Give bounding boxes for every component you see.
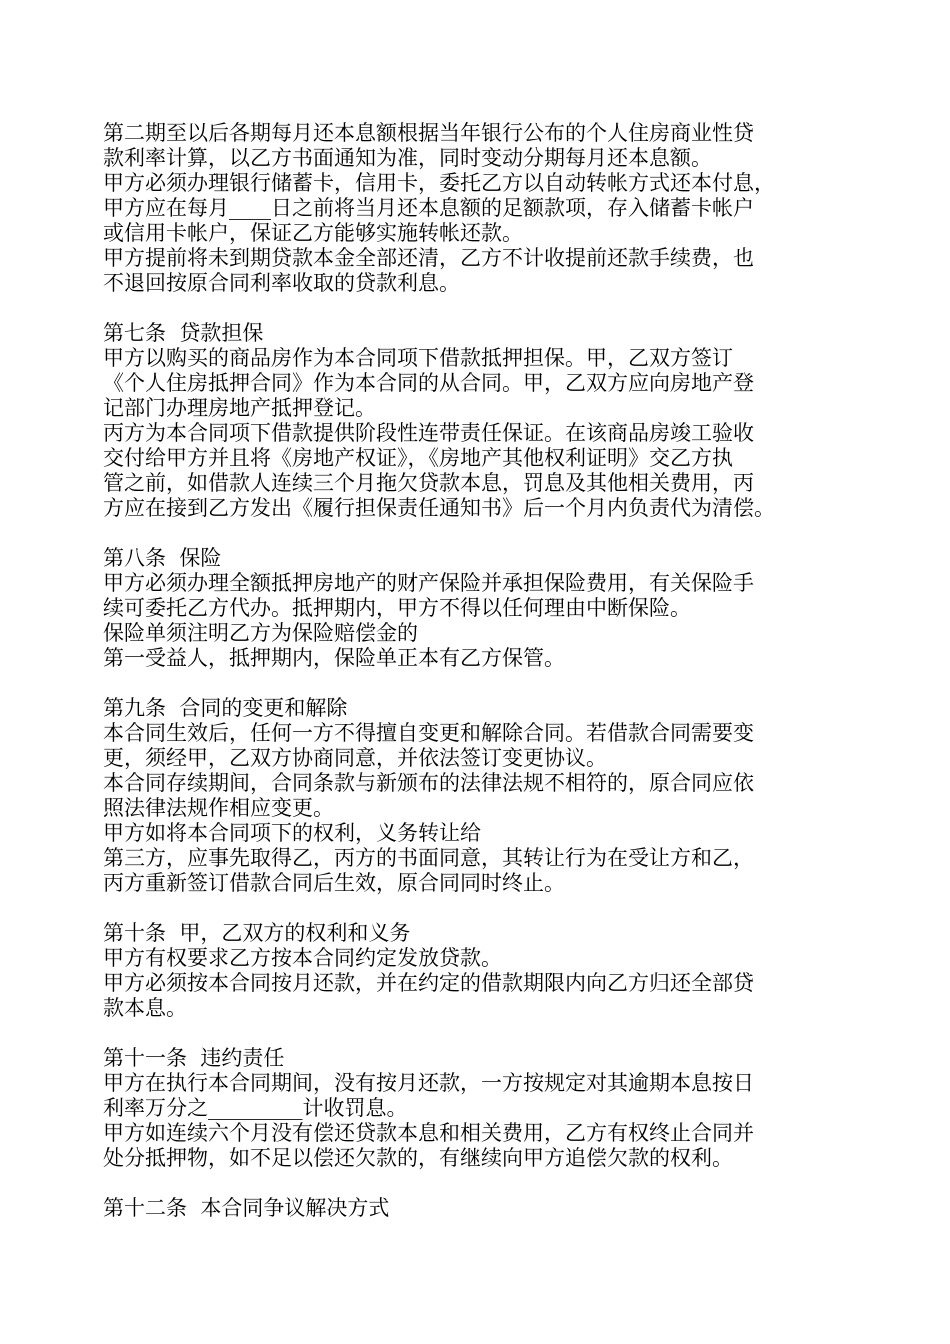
paragraph-line: 丙方为本合同项下借款提供阶段性连带责任保证。在该商品房竣工验收 [103,421,754,445]
paragraph-line: 款本息。 [103,996,187,1020]
contract-section [103,1196,863,1221]
paragraph-line: 甲方在执行本合同期间，没有按月还款，一方按规定对其逾期本息按日 [103,1071,754,1095]
contract-section [103,321,863,521]
section-heading: 第十二条 本合同争议解决方式 [103,1196,390,1220]
paragraph-line: 不退回按原合同利率收取的贷款利息。 [103,271,460,295]
paragraph-line: 本合同存续期间，合同条款与新颁布的法律法规不相符的，原合同应依 [103,771,754,795]
paragraph-line: 甲方有权要求乙方按本合同约定发放贷款。 [103,946,502,970]
paragraph-line: 第一受益人，抵押期内，保险单正本有乙方保管。 [103,646,565,670]
paragraph-line: 甲方必须按本合同按月还款，并在约定的借款期限内向乙方归还全部贷 [103,971,754,995]
section-heading: 第十一条 违约责任 [103,1046,285,1070]
section-heading: 第七条 贷款担保 [103,321,264,345]
paragraph-line: 交付给甲方并且将《房地产权证》，《房地产其他权利证明》交乙方执 [103,446,733,470]
paragraph-line: 第二期至以后各期每月还本息额根据当年银行公布的个人住房商业性贷 [103,121,754,145]
paragraph-line: 《个人住房抵押合同》作为本合同的从合同。甲，乙双方应向房地产登 [103,371,754,395]
paragraph-line: 甲方以购买的商品房作为本合同项下借款抵押担保。甲，乙双方签订 [103,346,733,370]
section-heading: 第十条 甲，乙双方的权利和义务 [103,921,411,945]
paragraph-line: 照法律法规作相应变更。 [103,796,334,820]
section-heading: 第八条 保险 [103,546,222,570]
paragraph-line: 甲方应在每月____日之前将当月还本息额的足额款项，存入储蓄卡帐户 [103,196,754,220]
paragraph-line: 方应在接到乙方发出《履行担保责任通知书》后一个月内负责代为清偿。 [103,496,775,520]
contract-section [103,546,863,671]
paragraph-line: 甲方如将本合同项下的权利，义务转让给 [103,821,481,845]
contract-section [103,921,863,1021]
paragraph-line: 利率万分之_________计收罚息。 [103,1096,408,1120]
paragraph-line: 款利率计算，以乙方书面通知为准，同时变动分期每月还本息额。 [103,146,712,170]
section-heading: 第九条 合同的变更和解除 [103,696,348,720]
paragraph-line: 本合同生效后，任何一方不得擅自变更和解除合同。若借款合同需要变 [103,721,754,745]
document-body [103,121,863,1221]
paragraph-line: 或信用卡帐户，保证乙方能够实施转帐还款。 [103,221,523,245]
paragraph-line: 保险单须注明乙方为保险赔偿金的 [103,621,418,645]
paragraph-line: 更，须经甲，乙双方协商同意，并依法签订变更协议。 [103,746,607,770]
paragraph-line: 续可委托乙方代办。抵押期内，甲方不得以任何理由中断保险。 [103,596,691,620]
paragraph-line: 甲方如连续六个月没有偿还贷款本息和相关费用，乙方有权终止合同并 [103,1121,754,1145]
contract-section [103,696,863,896]
paragraph-line: 甲方必须办理全额抵押房地产的财产保险并承担保险费用，有关保险手 [103,571,754,595]
paragraph-line: 记部门办理房地产抵押登记。 [103,396,376,420]
paragraph-line: 处分抵押物，如不足以偿还欠款的，有继续向甲方追偿欠款的权利。 [103,1146,733,1170]
paragraph-line: 甲方必须办理银行储蓄卡，信用卡，委托乙方以自动转帐方式还本付息， [103,171,775,195]
paragraph-line: 丙方重新签订借款合同后生效，原合同同时终止。 [103,871,565,895]
contract-section [103,1046,863,1171]
contract-section [103,121,863,296]
paragraph-line: 管之前，如借款人连续三个月拖欠贷款本息，罚息及其他相关费用，丙 [103,471,754,495]
paragraph-line: 第三方，应事先取得乙，丙方的书面同意，其转让行为在受让方和乙， [103,846,754,870]
paragraph-line: 甲方提前将未到期贷款本金全部还清，乙方不计收提前还款手续费，也 [103,246,754,270]
